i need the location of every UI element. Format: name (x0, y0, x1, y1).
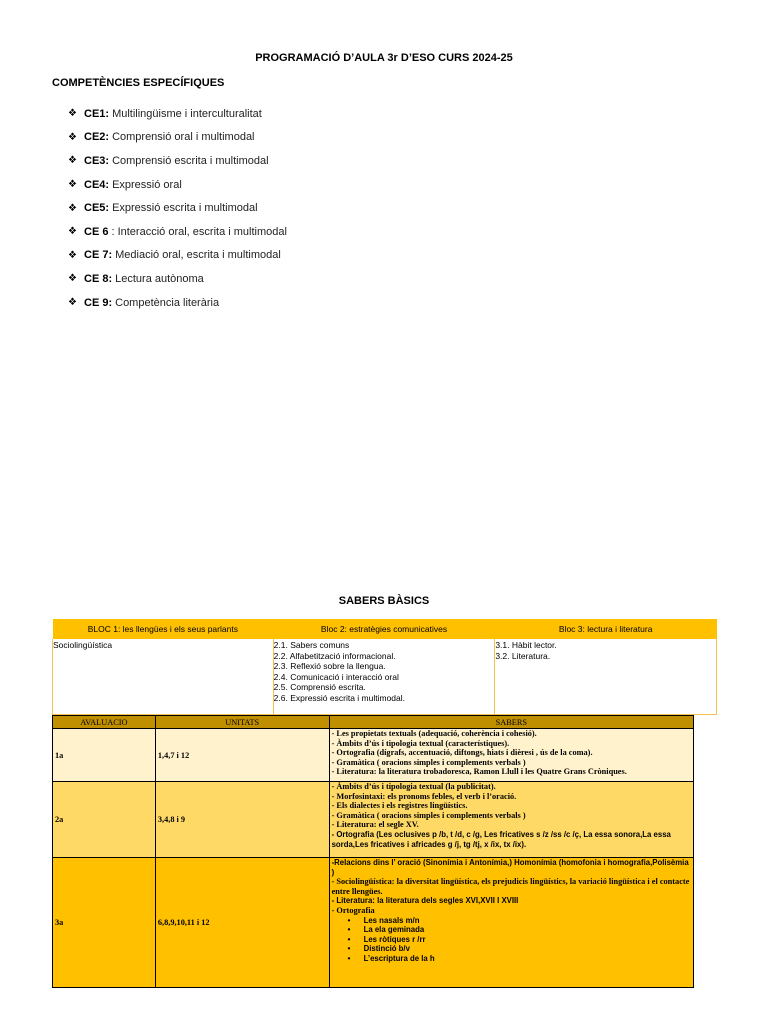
avaluacio-header-row (53, 716, 694, 729)
sabers-line: - Ortografia (Les oclusives p /b, t /d, c /g, Les fricatives s /z /ss /c /ç, La essa sonora,La essa sorda,Les fricatives i africades g /j, tg /tj, x /ix, tx /ix). (331, 829, 671, 849)
bloc3-item: 3.2. Literatura. (495, 650, 551, 661)
bloc2-item: 2.4. Comunicació i interacció oral (273, 671, 399, 682)
sabers-line: - Els dialectes i els registres lingüístics. (331, 801, 468, 811)
subitem-text: Les nasals m/n (363, 915, 420, 925)
competency-desc: Multilingüisme i interculturalitat (112, 107, 262, 120)
competency-desc: Expressió oral (112, 178, 182, 191)
competency-code: CE 9: (84, 296, 113, 309)
list-item (68, 126, 287, 150)
bloc1-item: Sociolingüística (53, 640, 113, 650)
bloc2-item: 2.6. Expressió escrita i multimodal. (273, 692, 405, 703)
diamond-bullet-icon: ❖ (68, 155, 77, 167)
sabers-line: - Morfosintaxi: els pronoms febles, el verb i l’oració. (331, 791, 517, 801)
diamond-bullet-icon: ❖ (68, 202, 77, 214)
subitem-text: La ela geminada (363, 925, 425, 935)
bloc1-header: BLOC 1: les llengües i els seus parlants (53, 619, 274, 639)
list-item (332, 916, 691, 926)
competency-desc: : Interacció oral, escrita i multimodal (111, 225, 287, 238)
bullet-icon: • (347, 953, 351, 963)
competency-code: CE 7: (84, 249, 113, 262)
list-item (332, 925, 691, 935)
sabers-line: - Sociolingüística: la diversitat lingüística, els prejudicis lingüístics, la variació lingüística i el contacte entre llengües. (331, 877, 690, 896)
diamond-bullet-icon: ❖ (68, 179, 77, 191)
list-item (332, 944, 691, 954)
avaluacio-cell: 1a (53, 729, 156, 782)
subitem-text: Distinció b/v (363, 944, 410, 954)
list-item (68, 267, 287, 291)
sabers-line: - Ortografia (331, 905, 375, 915)
blocs-header-row (53, 619, 717, 639)
competencies-list (68, 102, 287, 314)
competency-code: CE3: (84, 154, 110, 167)
subitem-text: L’escriptura de la h (363, 953, 435, 963)
bloc3-cell (495, 639, 717, 715)
competency-code: CE4: (84, 178, 110, 191)
unitats-cell: 3,4,8 i 9 (155, 782, 329, 858)
sabers-line: - Literatura: la literatura trobadoresca, Ramon Llull i les Quatre Grans Cròniques. (331, 767, 627, 777)
sabers-cell (329, 782, 693, 858)
sabers-line: - Literatura: el segle XV. (331, 820, 419, 830)
subitem-text: Les ròtiques r /rr (363, 934, 426, 944)
avaluacio-header: AVALUACIO (53, 716, 156, 729)
list-item (332, 935, 691, 945)
bullet-icon: • (347, 944, 351, 954)
table-row (53, 858, 694, 988)
competency-desc: Comprensió oral i multimodal (112, 131, 255, 144)
competency-desc: Comprensió escrita i multimodal (112, 154, 269, 167)
bloc2-item: 2.3. Reflexió sobre la llengua. (273, 661, 386, 671)
diamond-bullet-icon: ❖ (68, 226, 77, 238)
list-item (332, 954, 691, 964)
list-item (68, 244, 287, 268)
diamond-bullet-icon: ❖ (68, 273, 77, 285)
blocs-content-row (53, 639, 717, 715)
competency-code: CE5: (84, 202, 110, 215)
sabers-line: - Ortografia (dígrafs, accentuació, diftongs, hiats i dièresi , ús de la coma). (331, 748, 593, 758)
list-item (68, 291, 287, 315)
page-title: PROGRAMACIÓ D’AULA 3r D’ESO CURS 2024-25 (255, 52, 513, 64)
sabers-line: -Relacions dins l’ oració (Sinonímia i Antonímia,) Homonímia (homofonia i homografia,Polisèmia ) (331, 858, 689, 877)
avaluacio-table (52, 715, 694, 988)
sabers-cell (329, 729, 693, 782)
list-item (68, 102, 287, 126)
blocs-table (52, 619, 717, 715)
bloc1-cell (53, 639, 274, 715)
table-row (53, 782, 694, 858)
sabers-title: SABERS BÀSICS (338, 595, 430, 607)
bloc3-header: Bloc 3: lectura i literatura (495, 619, 717, 639)
avaluacio-cell: 3a (53, 858, 156, 988)
sabers-cell (329, 858, 693, 988)
bloc2-item: 2.2. Alfabetització informacional. (273, 650, 396, 661)
competency-code: CE 8: (84, 272, 113, 285)
diamond-bullet-icon: ❖ (68, 249, 77, 261)
sabers-line: - Literatura: la literatura dels segles XVI,XVII I XVIII (331, 896, 519, 906)
list-item (68, 173, 287, 197)
competency-desc: Expressió escrita i multimodal (112, 202, 258, 215)
competency-desc: Mediació oral, escrita i multimodal (115, 249, 281, 262)
sabers-line: - Àmbits d’ús i tipologia textual (característiques). (331, 738, 510, 748)
competencies-heading: COMPETÈNCIES ESPECÍFIQUES (52, 77, 225, 89)
sabers-line: - Gramàtica ( oracions simples i complements verbals ) (331, 810, 526, 820)
table-row (53, 729, 694, 782)
diamond-bullet-icon: ❖ (68, 131, 77, 143)
unitats-cell: 6,8,9,10,11 i 12 (155, 858, 329, 988)
diamond-bullet-icon: ❖ (68, 297, 77, 309)
diamond-bullet-icon: ❖ (68, 108, 77, 120)
bloc2-item: 2.5. Comprensió escrita. (273, 682, 366, 692)
unitats-header: UNITATS (155, 716, 329, 729)
bullet-icon: • (347, 934, 351, 944)
competency-code: CE1: (84, 107, 110, 120)
bullet-icon: • (347, 925, 351, 935)
bloc3-item: 3.1. Hàbit lector. (495, 640, 557, 650)
bloc2-item: 2.1. Sabers comuns (273, 640, 350, 650)
avaluacio-cell: 2a (53, 782, 156, 858)
bloc2-header: Bloc 2: estratègies comunicatives (273, 619, 495, 639)
sabers-line: - Les propietats textuals (adequació, coherència i cohesió). (331, 729, 537, 738)
bloc2-cell (273, 639, 495, 715)
sabers-line: - Àmbits d’ús i tipologia textual (la publicitat). (331, 782, 496, 791)
sabers-line: - Gramàtica ( oracions simples i complements verbals ) (331, 757, 526, 767)
bullet-icon: • (347, 915, 351, 925)
competency-desc: Lectura autònoma (115, 272, 204, 285)
list-item (68, 149, 287, 173)
sabers-header: SABERS (329, 716, 693, 729)
unitats-cell: 1,4,7 i 12 (155, 729, 329, 782)
list-item (68, 220, 287, 244)
competency-desc: Competència literària (115, 296, 220, 309)
competency-code: CE2: (84, 131, 110, 144)
competency-code: CE 6 (84, 225, 109, 238)
list-item (68, 196, 287, 220)
